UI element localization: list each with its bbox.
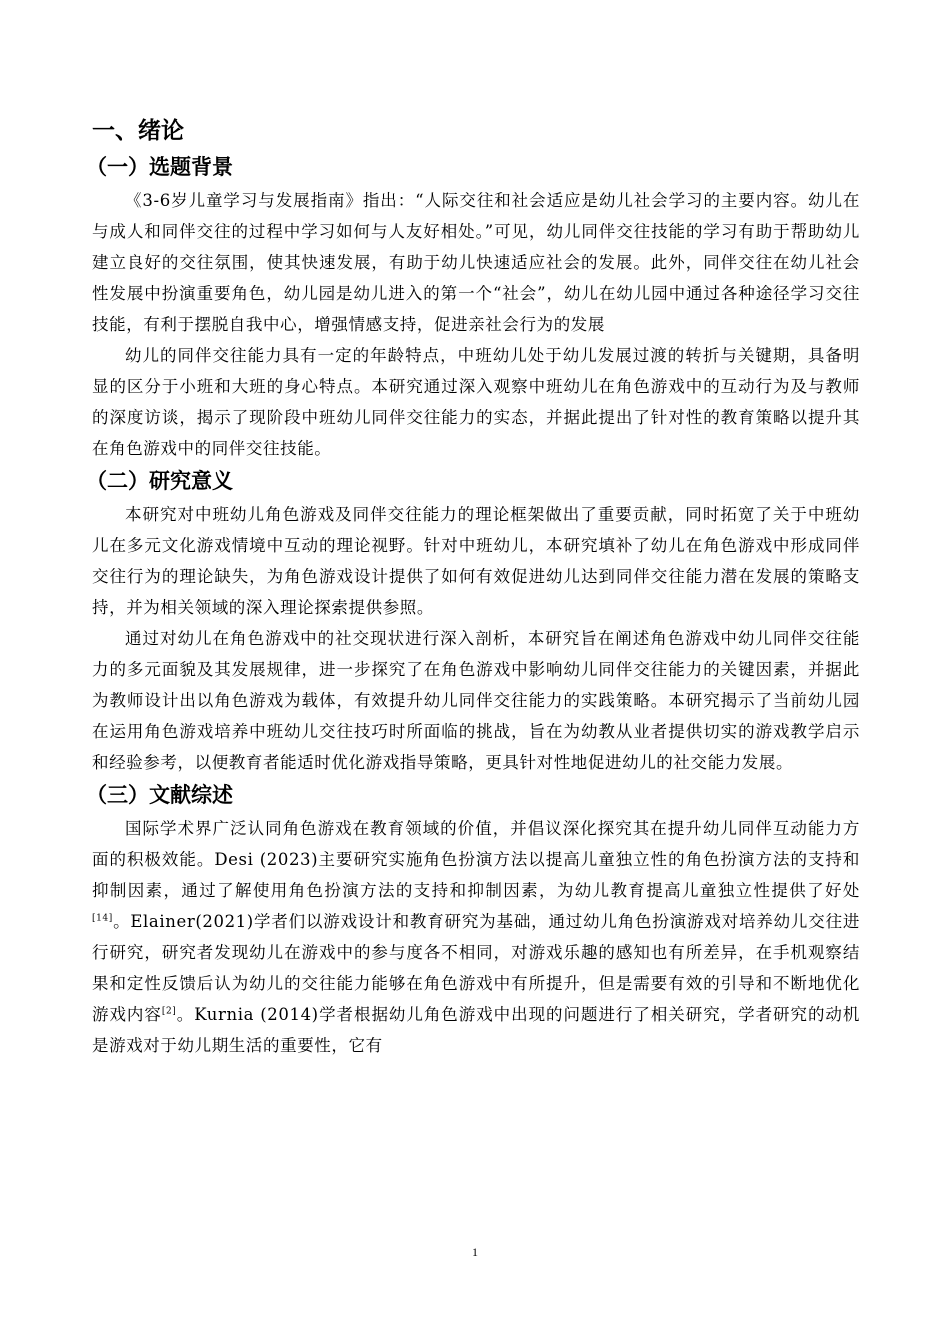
paragraph-text: 。Elainer(2021)学者们以游戏设计和教育研究为基础，通过幼儿角色扮演游戏对培养幼儿交往进行研究，研究者发现幼儿在游戏中的参与度各不相同，对游戏乐趣的感知也有所差异，在手机观察结果和定性反馈后认为幼儿的交往能力能够在角色游戏中有所提升，但是需要有效的引导和不断地优化游戏内容: [92, 912, 860, 1024]
citation-ref: [2]: [161, 1006, 177, 1017]
section-title-significance: （二）研究意义: [86, 469, 233, 493]
paragraph-literature-review: [92, 813, 860, 1061]
chapter-title: 一、绪论: [92, 118, 184, 144]
paragraph-text: 。Kurnia (2014)学者根据幼儿角色游戏中出现的问题进行了相关研究，学者研究的动机是游戏对于幼儿期生活的重要性，它有: [92, 1005, 860, 1055]
paragraph: 本研究对中班幼儿角色游戏及同伴交往能力的理论框架做出了重要贡献，同时拓宽了关于中班幼儿在多元文化游戏情境中互动的理论视野。针对中班幼儿，本研究填补了幼儿在角色游戏中形成同伴交往行为的理论缺失，为角色游戏设计提供了如何有效促进幼儿达到同伴交往能力潜在发展的策略支持，并为相关领域的深入理论探索提供参照。: [92, 505, 860, 617]
paragraph: 通过对幼儿在角色游戏中的社交现状进行深入剖析，本研究旨在阐述角色游戏中幼儿同伴交往能力的多元面貌及其发展规律，进一步探究了在角色游戏中影响幼儿同伴交往能力的关键因素，并据此为教师设计出以角色游戏为载体，有效提升幼儿同伴交往能力的实践策略。本研究揭示了当前幼儿园在运用角色游戏培养中班幼儿交往技巧时所面临的挑战，旨在为幼教从业者提供切实的游戏教学启示和经验参考，以便教育者能适时优化游戏指导策略，更具针对性地促进幼儿的社交能力发展。: [92, 629, 860, 772]
page-body: [86, 112, 860, 1061]
section-title-background: （一）选题背景: [86, 155, 233, 179]
citation-ref: [14]: [92, 913, 113, 924]
paragraph: 幼儿的同伴交往能力具有一定的年龄特点，中班幼儿处于幼儿发展过渡的转折与关键期，具备明显的区分于小班和大班的身心特点。本研究通过深入观察中班幼儿在角色游戏中的互动行为及与教师的深度访谈，揭示了现阶段中班幼儿同伴交往能力的实态，并据此提出了针对性的教育策略以提升其在角色游戏中的同伴交往技能。: [92, 346, 860, 458]
page-number: 1: [472, 1245, 478, 1259]
section-title-literature-review: （三）文献综述: [86, 783, 233, 807]
paragraph: 《3-6岁儿童学习与发展指南》指出：“人际交往和社会适应是幼儿社会学习的主要内容。幼儿在与成人和同伴交往的过程中学习如何与人友好相处。”可见，幼儿同伴交往技能的学习有助于帮助幼儿建立良好的交往氛围，使其快速发展，有助于幼儿快速适应社会的发展。此外，同伴交往在幼儿社会性发展中扮演重要角色，幼儿园是幼儿进入的第一个“社会”，幼儿在幼儿园中通过各种途径学习交往技能，有利于摆脱自我中心，增强情感支持，促进亲社会行为的发展: [92, 191, 860, 334]
paragraph-text: 国际学术界广泛认同角色游戏在教育领域的价值，并倡议深化探究其在提升幼儿同伴互动能力方面的积极效能。Desi (2023)主要研究实施角色扮演方法以提高儿童独立性的角色扮演方法的支持和抑制因素，通过了解使用角色扮演方法的支持和抑制因素，为幼儿教育提高儿童独立性提供了好处: [92, 819, 860, 900]
